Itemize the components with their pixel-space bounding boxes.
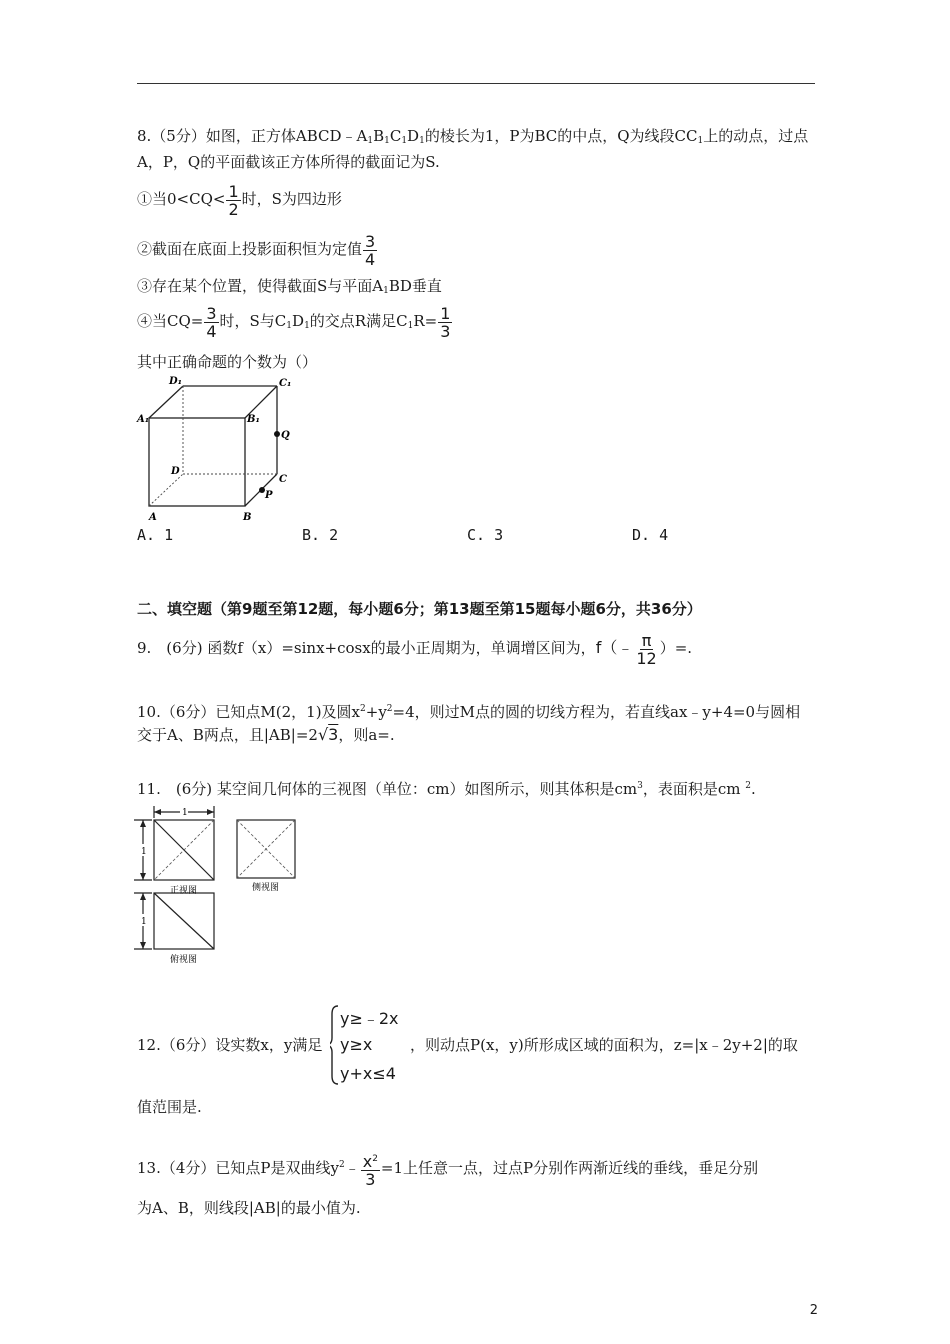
label-d1: D₁ [169, 376, 183, 387]
q8-statement-2: ②截面在底面上投影面积恒为定值 $\frac{3}{4}$ [137, 231, 376, 269]
label-a: A [149, 512, 157, 523]
q12-line1a: 12.（6分）设实数x，y满足 [137, 1036, 323, 1054]
header-rule [137, 83, 815, 84]
q12-line2: 值范围是. [137, 1098, 202, 1116]
q8-question: 其中正确命题的个数为（） [137, 353, 318, 371]
label-c: C [279, 474, 287, 485]
point-q [274, 431, 280, 437]
q8-option-a: A. 1 [137, 526, 174, 544]
q10-line2: 交于A、B两点，且|AB|=2√3，则a=. [137, 725, 395, 744]
label-p: P [265, 490, 273, 501]
constraint-1: y≥﹣2x [340, 1009, 399, 1028]
section-heading: 二、填空题（第9题至第12题，每小题6分；第13题至第15题每小题6分，共36分） [137, 600, 702, 618]
caption-front-view: 正视图 [170, 886, 198, 896]
dim-label-top: 1 [182, 808, 188, 818]
label-c1: C₁ [279, 378, 292, 389]
cube-edge-a1d1 [149, 386, 183, 418]
cube-hidden-ad [149, 474, 183, 506]
label-q: Q [281, 430, 290, 441]
q8-option-d: D. 4 [632, 526, 669, 544]
label-d: D [171, 466, 180, 477]
q10-line1: 10.（6分）已知点M(2，1)及圆$x^2+y^2=4$，则过M点的圆的切线方程为，若直线ax﹣y+4=0与圆相 [137, 703, 801, 721]
q8-statement-3: ③存在某个位置，使得截面S与平面$A_1BD$垂直 [137, 277, 442, 296]
q8-option-c: C. 3 [467, 526, 504, 544]
dim-label-topview: 1 [141, 917, 147, 927]
dim-label-front: 1 [141, 847, 147, 857]
label-b1: B₁ [247, 414, 260, 425]
caption-top-view: 俯视图 [170, 955, 198, 965]
q9-line: 9. (6分) 函数f（x）=sinx+cosx的最小正周期为，单调增区间为，f（﹣ $\frac{\pi}{12}$ ）=. [137, 630, 693, 668]
cube-front-face [149, 418, 245, 506]
q8-line2: A，P，Q的平面截该正方体所得的截面记为S. [137, 153, 440, 171]
q8-option-b: B. 2 [302, 526, 339, 544]
q8-statement-1: ①当0<CQ< $\frac{1}{2}$ 时，S为四边形 [137, 181, 342, 219]
q8-statement-4: ④当CQ= $\frac{3}{4}$ 时，S与$C_1D_1$的交点R满足$C_1R=$ $\frac{1}{3}$ [137, 303, 451, 341]
caption-side-view: 侧视图 [252, 883, 280, 893]
page-number: 2 [809, 1303, 818, 1318]
q13-line1: 13.（4分）已知点P是双曲线$y^2﹣$ $\frac{x^2}{3}$ =1上任意一点，过点P分别作两渐近线的垂线，垂足分别 [137, 1151, 759, 1189]
label-b: B [243, 512, 252, 523]
q12-line1b: ，则动点P(x，y)所形成区域的面积为，z=|x﹣2y+2|的取 [410, 1036, 798, 1054]
constraint-2: y≥x [340, 1035, 373, 1054]
q13-line2: 为A、B，则线段|AB|的最小值为. [137, 1199, 361, 1217]
constraint-3: y+x≤4 [340, 1064, 396, 1083]
q11-line: 11. (6分) 某空间几何体的三视图（单位：cm）如图所示，则其体积是$cm^3$，表面积是cm $^2$. [137, 780, 756, 798]
cube-figure [135, 374, 295, 524]
q8-line1: 8.（5分）如图，正方体$ABCD﹣A_1B_1C_1D_1$的棱长为1，P为BC的中点，Q为线段$CC_1$上的动点，过点 [137, 127, 809, 146]
three-views-figure [132, 804, 307, 970]
label-a1: A₁ [137, 414, 150, 425]
